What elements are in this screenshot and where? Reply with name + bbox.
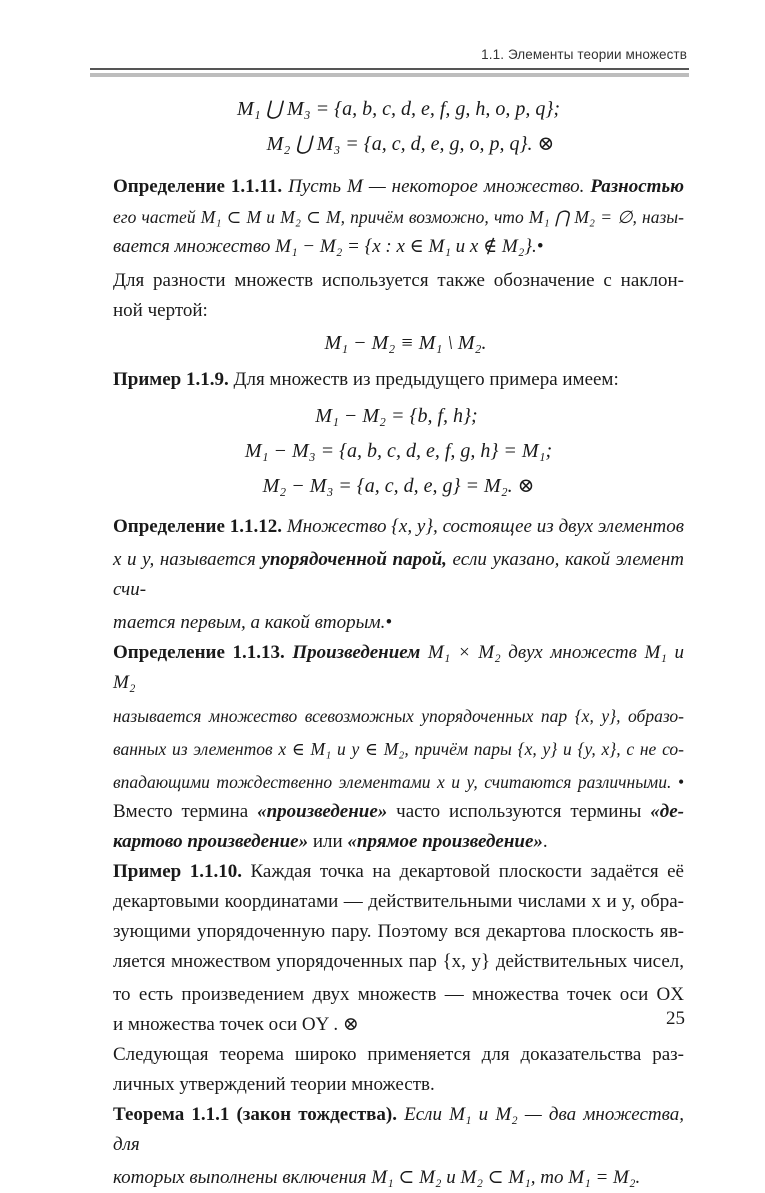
- theorem-label: Теорема 1.1.1 (закон тождества).: [113, 1104, 397, 1125]
- paragraph-text: часто используются термины: [387, 801, 651, 822]
- definition-label: Определение 1.1.11.: [113, 176, 283, 197]
- definition-text: ванных из элементов x ∈ M₁ и y ∈ M₂, причём пары {x, y} и {y, x}, с не со-: [113, 739, 684, 759]
- example-text: Для множеств из предыдущего примера имеем:: [228, 369, 619, 390]
- definition-text: впадающими тождественно элементами x и y, считаются различными. •: [113, 772, 684, 792]
- definition-1-1-11: [113, 172, 684, 262]
- term-ordered-pair: упорядоченной парой,: [261, 549, 447, 570]
- page-number: 25: [666, 1008, 685, 1029]
- example-text: то есть произведением двух множеств — множества точек оси OX: [113, 984, 684, 1005]
- paragraph-text: личных утверждений теории множеств.: [113, 1074, 435, 1095]
- equation-union-m1-m3: M₁ ⋃ M₃ = {a, b, c, d, e, f, g, h, o, p, q};: [236, 98, 561, 120]
- term-product: Произведением: [284, 642, 421, 663]
- example-text: и множества точек оси OY . ⊗: [113, 1014, 359, 1035]
- paragraph-terms: [113, 797, 684, 857]
- theorem-text: которых выполнены включения M₁ ⊂ M₂ и M₂ ⊂ M₁, то M₁ = M₂.: [113, 1167, 641, 1188]
- definition-1-1-13: [113, 638, 684, 797]
- page-body: [113, 92, 684, 1193]
- theorem-1-1-1: [113, 1100, 684, 1193]
- definition-text: его частей M₁ ⊂ M и M₂ ⊂ M, причём возможно, что M₁ ⋂ M₂ = ∅, назы-: [113, 207, 684, 227]
- example-label: Пример 1.1.10.: [113, 861, 242, 882]
- equation-union-m2-m3: M₂ ⋃ M₃ = {a, c, d, e, g, o, p, q}. ⊗: [266, 133, 555, 155]
- theorem-text: Если M₁ и M₂ — два множества, для: [113, 1104, 684, 1155]
- definition-text: если указано, какой элемент счи-: [113, 549, 684, 600]
- definition-text: вается множество M₁ − M₂ = {x : x ∈ M₁ и x ∉ M₂}.•: [113, 236, 544, 257]
- term-difference: Разностью: [590, 176, 684, 197]
- paragraph-theorem-intro: [113, 1040, 684, 1100]
- definition-text: тается первым, а какой вторым.•: [113, 612, 392, 633]
- example-text: Каждая точка на декартовой плоскости задаётся её: [242, 861, 684, 882]
- definition-1-1-12: [113, 512, 684, 638]
- example-label: Пример 1.1.9.: [113, 369, 229, 390]
- equation-m1-minus-m3: M₁ − M₃ = {a, b, c, d, e, f, g, h} = M₁;: [244, 440, 553, 462]
- definition-text: x и y, называется: [113, 549, 262, 570]
- page-header: [0, 0, 765, 82]
- definition-text: M₁ × M₂ двух множеств M₁ и M₂: [113, 642, 684, 693]
- term-cartesian-product: «де-: [650, 801, 684, 822]
- equation-m1-minus-m2: M₁ − M₂ = {b, f, h};: [315, 405, 478, 427]
- header-rule-dark: [90, 68, 689, 70]
- example-text: ляется множеством упорядоченных пар {x, y} действительных чисел,: [113, 951, 684, 972]
- term-cartesian-product: картово произведение»: [113, 831, 309, 852]
- paragraph-text: ной чертой:: [113, 300, 208, 321]
- paragraph-text: Для разности множеств используется также обозначение с наклон-: [113, 270, 684, 291]
- definition-label: Определение 1.1.12.: [113, 516, 283, 537]
- paragraph-difference-notation: [113, 266, 684, 326]
- example-1-1-9: [113, 365, 684, 395]
- term-product-quoted: «произведение»: [257, 801, 388, 822]
- paragraph-text: Следующая теорема широко применяется для доказательства раз-: [113, 1044, 684, 1065]
- example-text: зующими упорядоченную пару. Поэтому вся декартова плоскость яв-: [113, 921, 684, 942]
- definition-text: называется множество всевозможных упорядоченных пар {x, y}, образо-: [113, 706, 684, 726]
- definition-text: Пусть M — некоторое множество.: [282, 176, 591, 197]
- definition-text: Множество {x, y}, состоящее из двух элементов: [282, 516, 684, 537]
- paragraph-text: или: [308, 831, 348, 852]
- header-rule-light: [90, 73, 689, 77]
- paragraph-text: Вместо термина: [113, 801, 258, 822]
- example-1-1-10: [113, 857, 684, 1040]
- paragraph-text: .: [542, 831, 548, 852]
- equation-m2-minus-m3: M₂ − M₃ = {a, c, d, e, g} = M₂. ⊗: [262, 475, 535, 497]
- term-direct-product: «прямое произведение»: [347, 831, 543, 852]
- running-title: 1.1. Элементы теории множеств: [481, 47, 687, 62]
- equation-backslash: M₁ − M₂ ≡ M₁ \ M₂.: [324, 332, 487, 354]
- definition-label: Определение 1.1.13.: [113, 642, 285, 663]
- example-text: декартовыми координатами — действительными числами x и y, обра-: [113, 891, 684, 912]
